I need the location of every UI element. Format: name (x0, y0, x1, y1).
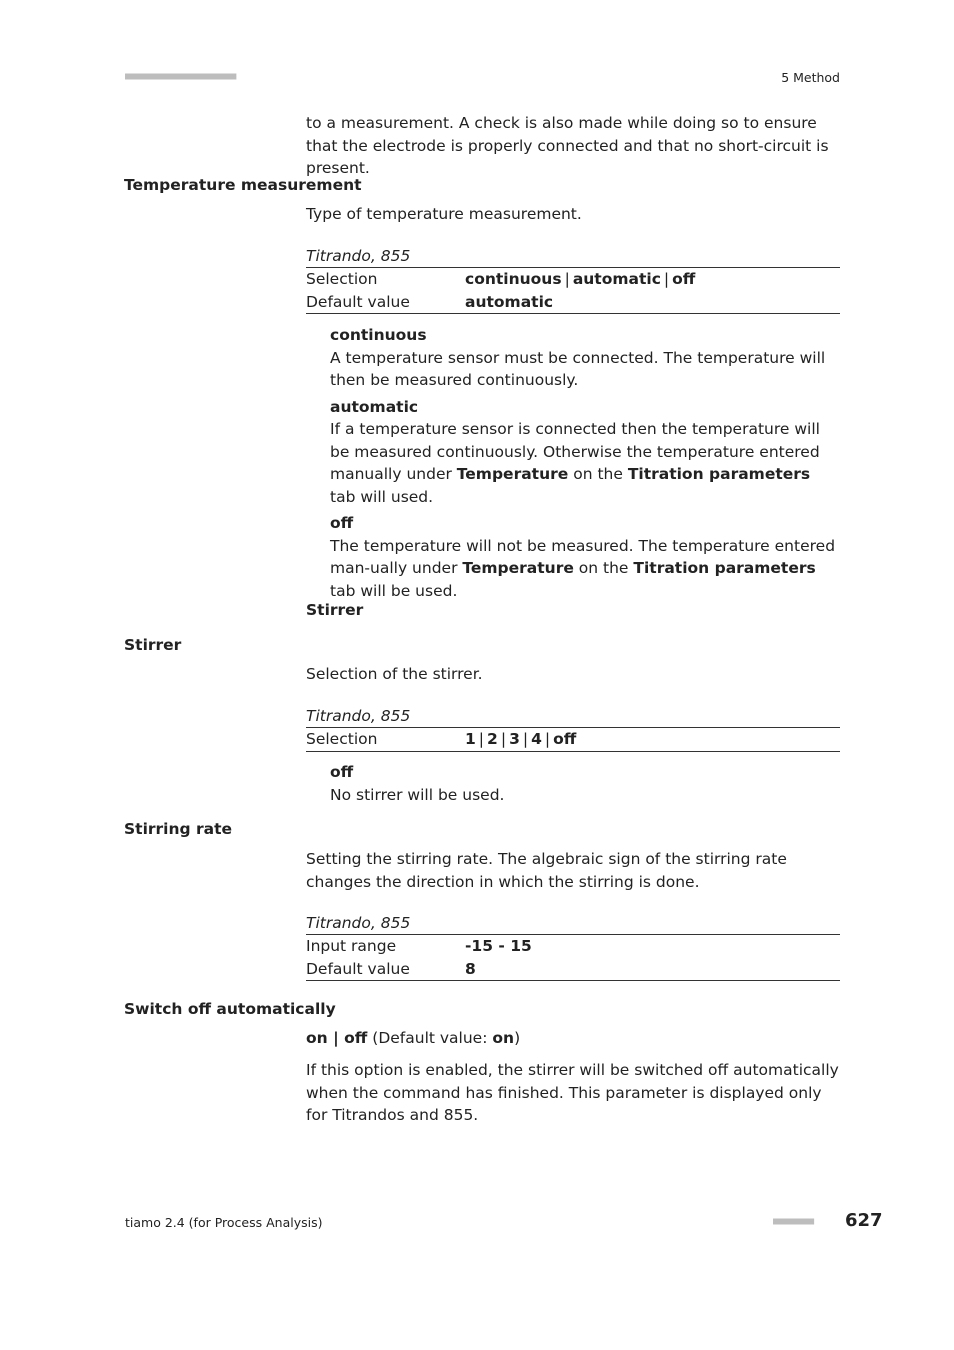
stirring-rate-description: Setting the stirring rate. The algebraic sign of the stirring rate changes the direction in which the stirring is done. (306, 850, 787, 891)
table-row (306, 935, 840, 958)
row-value: automatic (465, 292, 554, 311)
intro-paragraph: to a measurement. A check is also made while doing so to ensure that the electrode is properly connected and that no short-circuit is present. (306, 114, 829, 177)
row-value: 8 (465, 959, 476, 978)
row-value: -15 - 15 (465, 937, 532, 955)
value-off: off (672, 270, 696, 288)
option-text: A temperature sensor must be connected. The temperature will then be measured continuously. (330, 348, 826, 389)
switch-off-description: If this option is enabled, the stirrer will be switched off automatically when the command has finished. This parameter is displayed only for Titrandos and 855. (306, 1061, 839, 1124)
option-text: If a temperature sensor is connected then the temperature will be measured continuously. Otherwise the temperature entered manually under Temperature on the Titration parameters tab will used. (330, 420, 820, 506)
value-automatic: automatic (572, 270, 661, 288)
heading-temperature-measurement: Temperature measurement (124, 176, 362, 194)
row-key: Selection (306, 730, 378, 748)
switch-off-options: on | off (Default value: on) (306, 1029, 521, 1047)
option-text: The temperature will not be measured. The temperature entered man-ually under Temperature on the Titration parameters tab will be used. (330, 536, 836, 600)
header-decoration: ■■■■■■■■■■■■■■■■■■■■■■ (125, 71, 236, 82)
temperature-options (330, 324, 840, 606)
option-title: continuous (330, 326, 427, 344)
row-values: 1 | 2 | 3 | 4 | off (465, 730, 577, 748)
temperature-table (306, 245, 840, 314)
heading-switch-off-automatically: Switch off automatically (124, 1000, 336, 1018)
option-title: off (330, 514, 354, 532)
section-title-stirrer: Stirrer (306, 601, 364, 619)
heading-stirrer: Stirrer (124, 636, 182, 654)
stirrer-description: Selection of the stirrer. (306, 665, 483, 683)
row-key: Default value (306, 292, 410, 311)
stirring-rate-table (306, 912, 840, 981)
footer-product: tiamo 2.4 (for Process Analysis) (125, 1215, 323, 1230)
row-key: Selection (306, 270, 378, 288)
stirrer-options (330, 761, 840, 810)
option-title: off (330, 763, 354, 781)
table-caption: Titrando, 855 (306, 707, 411, 725)
option-title: automatic (330, 397, 419, 416)
stirrer-table (306, 705, 840, 752)
table-row (306, 291, 840, 314)
footer-decoration: ■■■■■■■■ (773, 1216, 814, 1227)
table-caption: Titrando, 855 (306, 914, 411, 932)
header-section-title: 5 Method (781, 70, 840, 85)
heading-stirring-rate: Stirring rate (124, 820, 233, 838)
table-row (306, 728, 840, 751)
temperature-description: Type of temperature measurement. (306, 205, 582, 223)
table-caption: Titrando, 855 (306, 247, 411, 265)
table-row (306, 268, 840, 291)
row-key: Default value (306, 959, 410, 978)
page-number: 627 (845, 1210, 883, 1231)
row-values: continuous | automatic | off (465, 270, 696, 288)
table-row (306, 958, 840, 981)
row-key: Input range (306, 937, 397, 955)
value-continuous: continuous (465, 270, 562, 288)
option-text: No stirrer will be used. (330, 785, 505, 804)
